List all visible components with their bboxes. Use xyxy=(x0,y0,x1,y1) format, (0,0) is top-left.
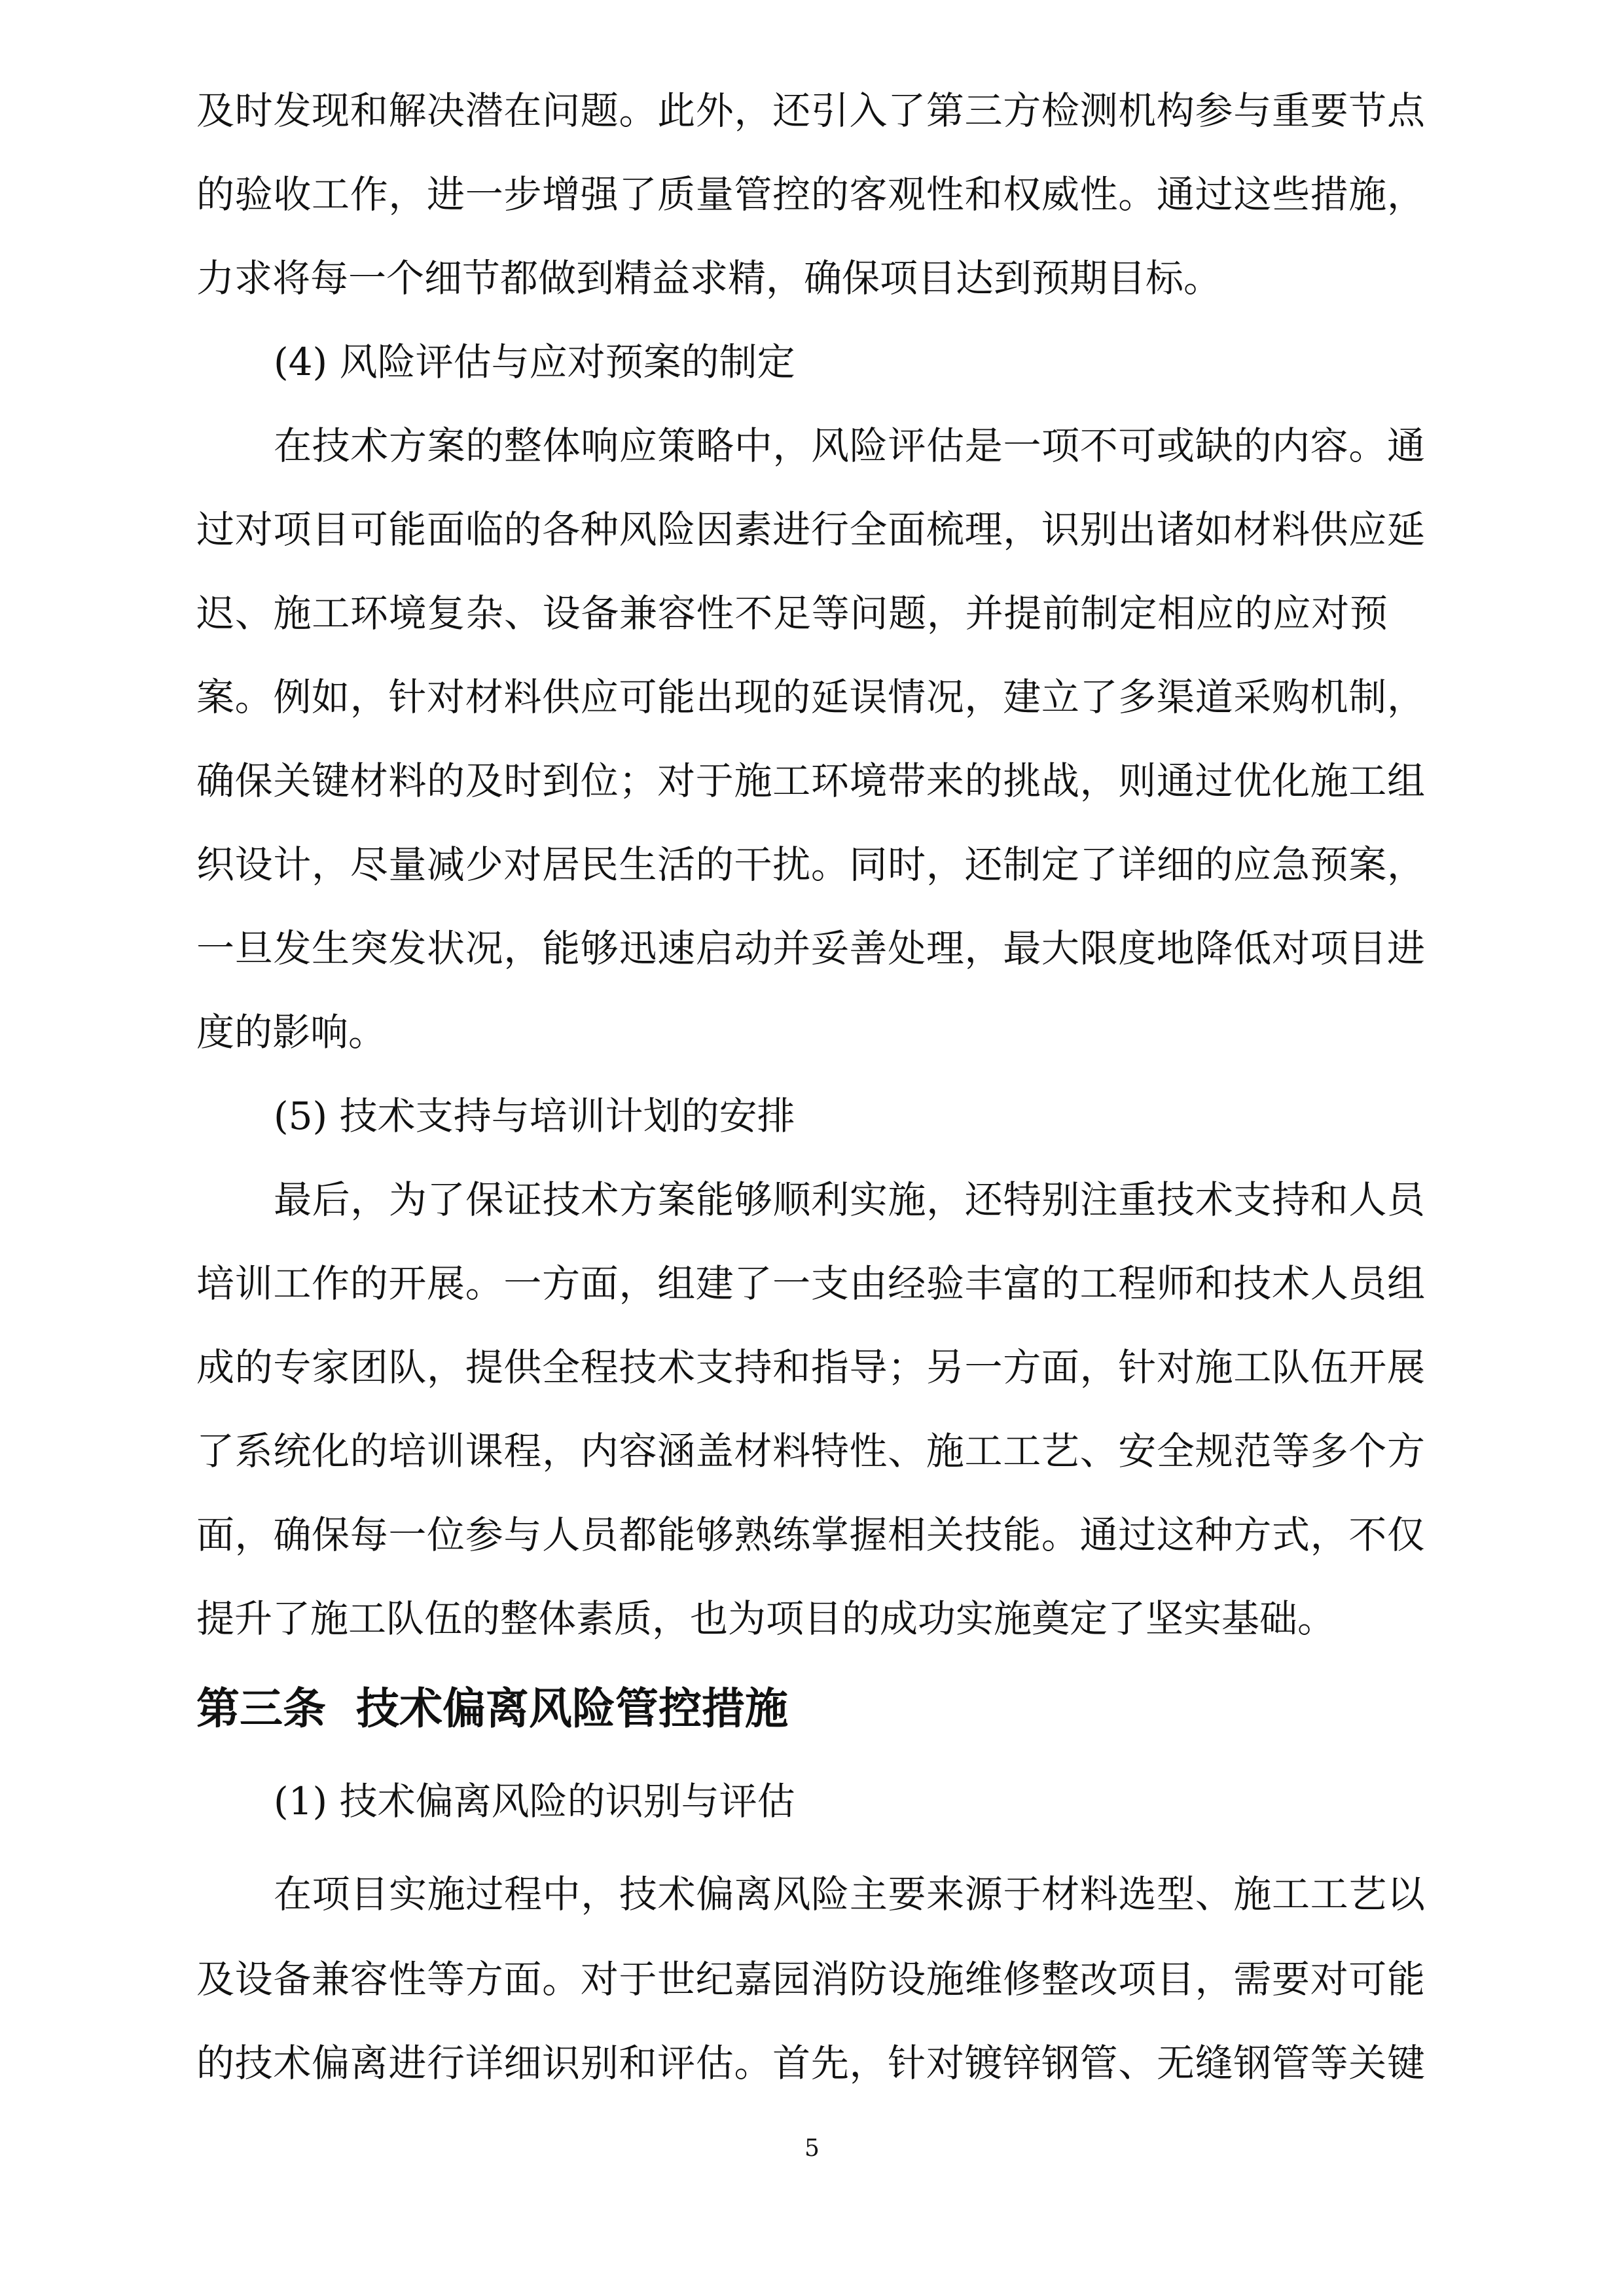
body-line: 最后，为了保证技术方案能够顺利实施，还特别注重技术支持和人员 xyxy=(274,1177,1425,1222)
body-line: 的验收工作，进一步增强了质量管控的客观性和权威性。通过这些措施， xyxy=(196,172,1425,217)
body-line: 在项目实施过程中，技术偏离风险主要来源于材料选型、施工工艺以 xyxy=(274,1872,1425,1916)
subheading-4: (4) 风险评估与应对预案的制定 xyxy=(274,340,795,384)
body-line: 了系统化的培训课程，内容涵盖材料特性、施工工艺、安全规范等多个方 xyxy=(196,1429,1425,1473)
body-line: 面，确保每一位参与人员都能够熟练掌握相关技能。通过这种方式，不仅 xyxy=(196,1513,1425,1557)
body-line: 及时发现和解决潜在问题。此外，还引入了第三方检测机构参与重要节点 xyxy=(196,88,1425,133)
body-line: 培训工作的开展。一方面，组建了一支由经验丰富的工程师和技术人员组 xyxy=(196,1261,1425,1306)
body-line: 案。例如，针对材料供应可能出现的延误情况，建立了多渠道采购机制， xyxy=(196,675,1425,719)
body-line: 一旦发生突发状况，能够迅速启动并妥善处理，最大限度地降低对项目进 xyxy=(196,926,1425,971)
body-line: 迟、施工环境复杂、设备兼容性不足等问题，并提前制定相应的应对预 xyxy=(196,591,1388,636)
body-line: 过对项目可能面临的各种风险因素进行全面梳理，识别出诸如材料供应延 xyxy=(196,507,1425,552)
body-line: 织设计，尽量减少对居民生活的干扰。同时，还制定了详细的应急预案， xyxy=(196,842,1425,887)
subheading-1: (1) 技术偏离风险的识别与评估 xyxy=(274,1779,795,1823)
body-line: 在技术方案的整体响应策略中，风险评估是一项不可或缺的内容。通 xyxy=(274,423,1425,468)
body-line: 的技术偏离进行详细识别和评估。首先，针对镀锌钢管、无缝钢管等关键 xyxy=(196,2041,1425,2085)
body-line: 提升了施工队伍的整体素质，也为项目的成功实施奠定了坚实基础。 xyxy=(196,1596,1336,1641)
body-line: 度的影响。 xyxy=(196,1010,387,1054)
section-heading: 第三条 技术偏离风险管控措施 xyxy=(196,1683,788,1734)
body-line: 及设备兼容性等方面。对于世纪嘉园消防设施维修整改项目，需要对可能 xyxy=(196,1957,1425,2001)
body-line: 确保关键材料的及时到位；对于施工环境带来的挑战，则通过优化施工组 xyxy=(196,759,1425,803)
subheading-5: (5) 技术支持与培训计划的安排 xyxy=(274,1094,795,1138)
page-number: 5 xyxy=(804,2135,820,2162)
body-line: 力求将每一个细节都做到精益求精，确保项目达到预期目标。 xyxy=(196,256,1222,300)
body-line: 成的专家团队，提供全程技术支持和指导；另一方面，针对施工队伍开展 xyxy=(196,1345,1425,1390)
